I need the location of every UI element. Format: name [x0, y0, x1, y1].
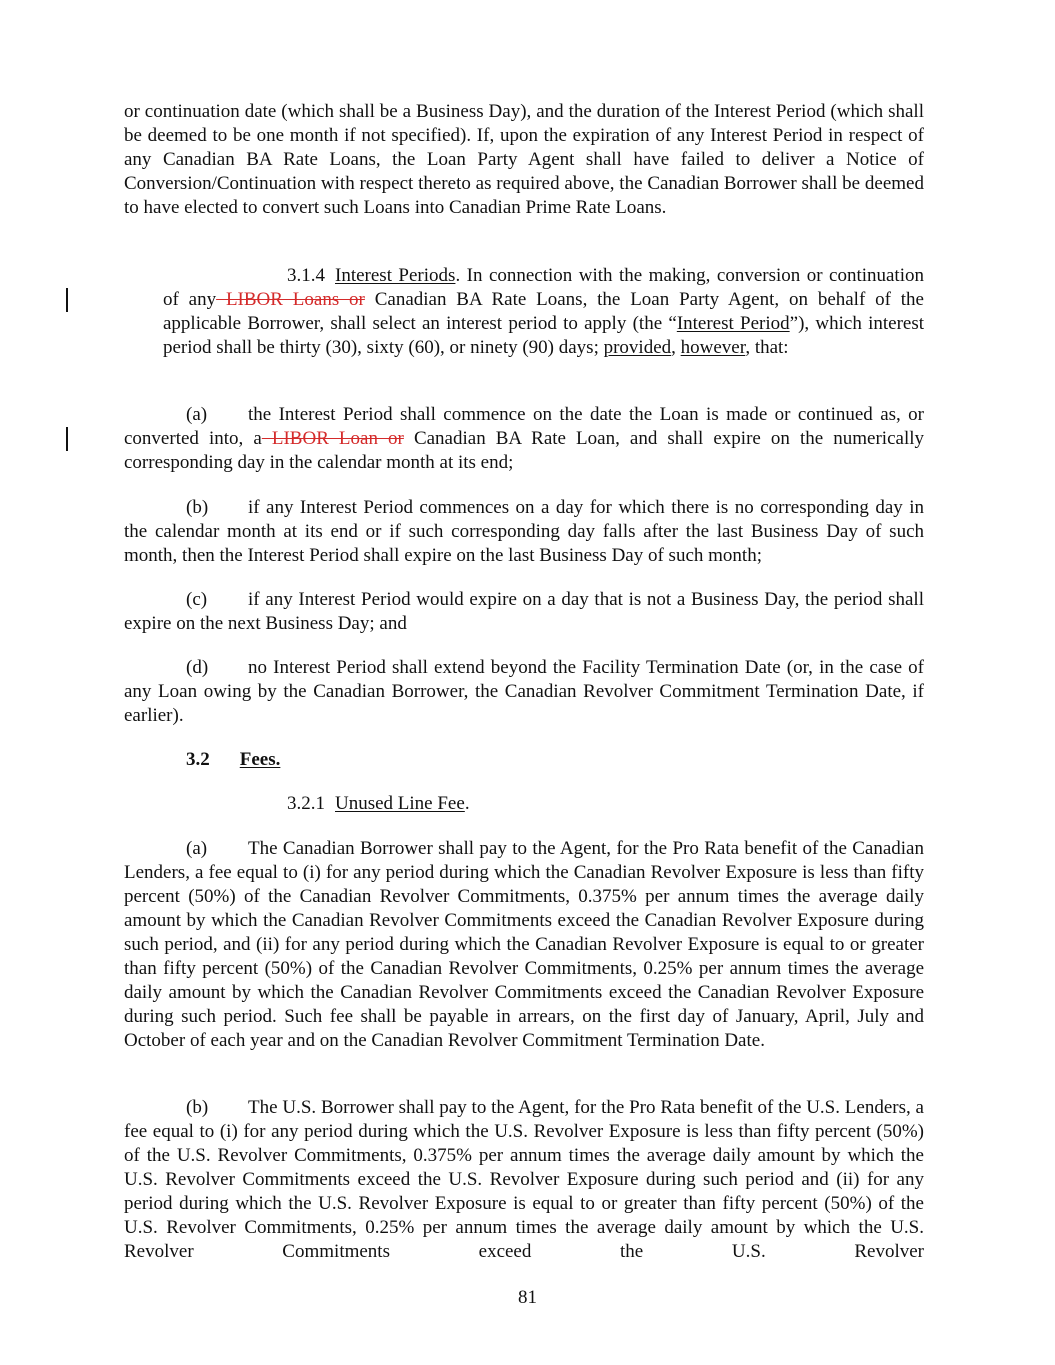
item-label: (c)	[186, 589, 208, 610]
section-title: Fees.	[239, 749, 281, 770]
proviso-term: provided	[603, 337, 672, 358]
section-text: , that:	[745, 337, 789, 358]
section-text: . In connection with the making, conversion or continuation of any	[163, 265, 924, 310]
section-title: Interest Periods	[335, 265, 456, 286]
page-number: 81	[518, 1287, 537, 1308]
list-item-a	[124, 403, 924, 475]
item-text: Canadian BA Rate Loan, and shall expire on the numerically corresponding day in the calendar month at its end;	[124, 428, 924, 473]
item-label: (b)	[186, 1097, 209, 1118]
item-label: (b)	[186, 497, 209, 518]
change-bar	[66, 427, 68, 451]
deleted-text: LIBOR Loan or	[261, 428, 404, 449]
section-text: ”), which interest period shall be thirty (30), sixty (60), or ninety (90) days;	[163, 313, 924, 358]
item-text: The Canadian Borrower shall pay to the Agent, for the Pro Rata benefit of the Canadian Lenders, a fee equal to (i) for any period during which the Canadian Revolver Exposure is less than fifty percent (50%) of the Canadian Revolver Commitments, 0.375% per annum times the average daily amount by which the Canadian Revolver Commitments exceed the Canadian Revolver Exposure during such period, and (ii) for any period during which the Canadian Revolver Exposure is equal to or greater than fifty percent (50%) of the Canadian Revolver Commitments, 0.25% per annum times the average daily amount by which the Canadian Revolver Commitments exceed the Canadian Revolver Exposure during such period. Such fee shall be payable in arrears, on the first day of January, April, July and October of each year and on the Canadian Revolver Commitment Termination Date.	[124, 838, 924, 1051]
fee-item-a	[124, 837, 924, 1053]
section-text: ,	[671, 337, 681, 358]
item-text: The U.S. Borrower shall pay to the Agent, for the Pro Rata benefit of the U.S. Lenders, a fee equal to (i) for any period during which the U.S. Revolver Exposure is less than fifty percent (50%) of the U.S. Revolver Commitments, 0.375% per annum times the average daily amount by which the U.S. Revolver Commitments exceed the U.S. Revolver Exposure during such period and (ii) for any period during which the U.S. Revolver Exposure is equal to or greater than fifty percent (50%) of the U.S. Revolver Commitments, 0.25% per annum times the average daily amount by which the U.S. Revolver Commitments exceed the U.S. Revolver	[124, 1097, 924, 1262]
section-number: 3.1.4	[287, 265, 325, 286]
item-text: no Interest Period shall extend beyond the Facility Termination Date (or, in the case of any Loan owing by the Canadian Borrower, the Canadian Revolver Commitment Termination Date, if earlier).	[124, 657, 924, 726]
section-3-1-4	[163, 264, 924, 360]
section-number: 3.2	[186, 749, 210, 770]
item-label: (a)	[186, 404, 208, 425]
fee-item-b	[124, 1096, 924, 1264]
change-bar	[66, 288, 68, 312]
item-label: (d)	[186, 657, 209, 678]
proviso-term: however	[680, 337, 746, 358]
item-text: the Interest Period shall commence on the date the Loan is made or continued as, or converted into, a	[124, 404, 924, 449]
defined-term: Interest Period	[676, 313, 790, 334]
section-text: Canadian BA Rate Loans, the Loan Party Agent, on behalf of the applicable Borrower, shall select an interest period to apply (the “	[163, 289, 924, 334]
item-text: if any Interest Period would expire on a day that is not a Business Day, the period shall expire on the next Business Day; and	[124, 589, 924, 634]
list-item-d	[124, 656, 924, 728]
section-3-2-heading	[186, 748, 280, 772]
section-3-2-1-heading	[287, 792, 470, 816]
section-title: Unused Line Fee	[335, 793, 465, 814]
continuation-paragraph: or continuation date (which shall be a Business Day), and the duration of the Interest Period (which shall be deemed to be one month if not specified). If, upon the expiration of any Interest Period in respect of any Canadian BA Rate Loans, the Loan Party Agent shall have failed to deliver a Notice of Conversion/Continuation with respect thereto as required above, the Canadian Borrower shall be deemed to have elected to convert such Loans into Canadian Prime Rate Loans.	[124, 101, 924, 218]
item-text: if any Interest Period commences on a day for which there is no corresponding day in the calendar month at its end or if such corresponding day falls after the last Business Day of such month, then the Interest Period shall expire on the last Business Day of such month;	[124, 497, 924, 566]
list-item-b	[124, 496, 924, 568]
deleted-text: LIBOR Loans or	[216, 289, 365, 310]
section-number: 3.2.1	[287, 793, 325, 814]
section-text: .	[464, 793, 470, 814]
item-label: (a)	[186, 838, 208, 859]
list-item-c	[124, 588, 924, 636]
